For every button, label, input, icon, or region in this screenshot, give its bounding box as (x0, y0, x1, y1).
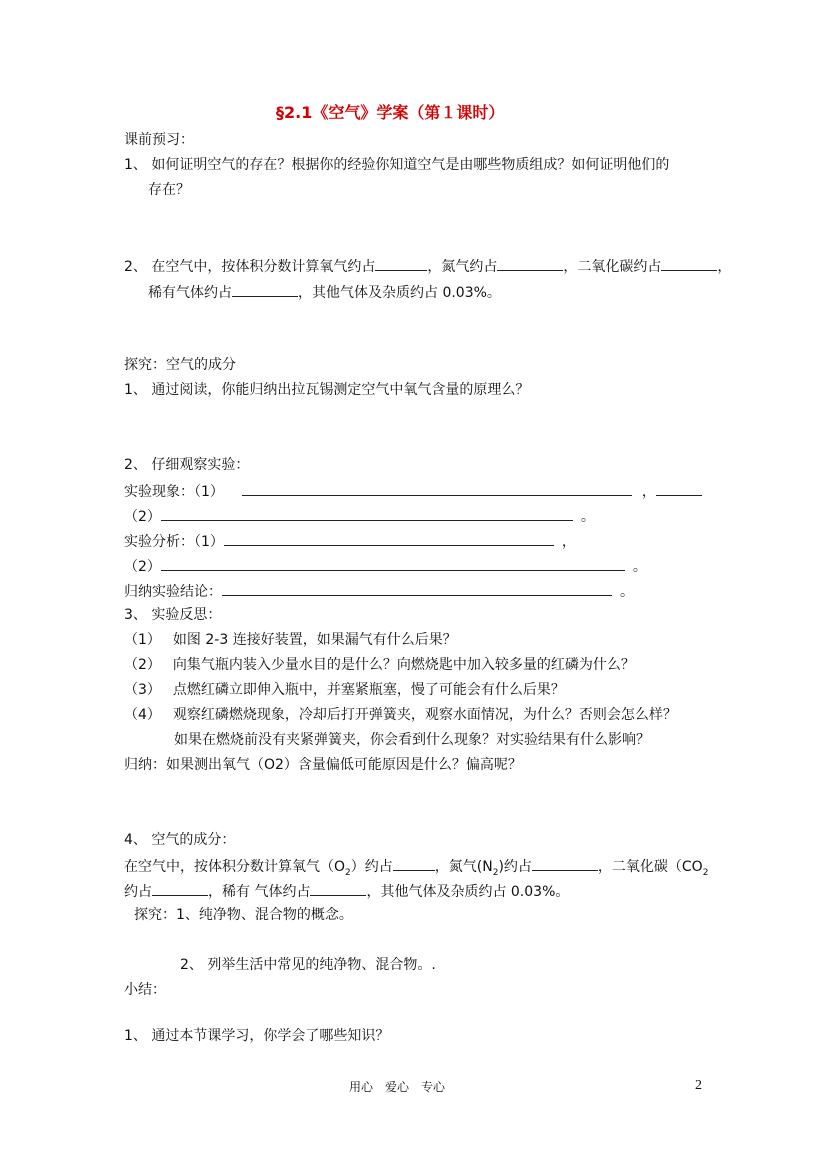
comp-a1-sub: 2 (345, 867, 351, 878)
analysis-item-2: （2） (124, 559, 161, 575)
phenomenon-period: 。 (580, 509, 595, 525)
phenomenon-label: 实验现象：（1） (124, 484, 224, 500)
reflection-2-text: 向集气瓶内装入少量水目的是什么？向燃烧匙中加入较多量的红磷为什么？ (172, 657, 635, 673)
comp-a1: 在空气中，按体积分数计算氧气（O (124, 859, 346, 875)
phenomenon-row-1 (124, 481, 702, 501)
co2-blank[interactable] (661, 256, 717, 271)
summary-question-1: 1、 通过本节课学习，你学会了哪些知识？ (124, 1028, 390, 1044)
composition-heading: 4、 空气的成分： (124, 832, 236, 848)
preview-question-1-cont: 存在？ (148, 182, 190, 198)
nitrogen-blank[interactable] (497, 256, 563, 271)
phenomenon-comma: ， (641, 484, 656, 500)
comp-a3: ，氮气(N (434, 859, 493, 875)
reflection-4-num: （4） (124, 707, 161, 723)
explore-question-1: 1、 通过阅读，你能归纳出拉瓦锡测定空气中氧气含量的原理么？ (124, 382, 530, 398)
comp-oxygen-blank[interactable] (393, 856, 435, 871)
analysis-blank-2[interactable] (161, 556, 625, 571)
comp-b1: 约占 (124, 884, 152, 900)
page-title: §2.1《空气》学案（第１课时） (276, 103, 505, 122)
conclusion-row (124, 581, 634, 601)
footer-motto: 用心 爱心 专心 (349, 1080, 446, 1094)
explore-concept: 探究：1、纯净物、混合物的概念。 (134, 907, 353, 923)
analysis-row-2 (124, 556, 647, 576)
reflection-2 (124, 656, 635, 674)
page-number: 2 (695, 1078, 702, 1093)
analysis-row-1 (124, 531, 576, 551)
comp-a3-sub: 2 (492, 867, 499, 878)
comp-co2-blank[interactable] (152, 881, 208, 896)
comp-a2: ）约占 (350, 859, 393, 875)
analysis-comma: ， (561, 534, 576, 550)
phenomenon-blank-2[interactable] (161, 506, 573, 521)
comp-a5-sub: 2 (702, 867, 709, 878)
comp-b2: ，稀有 气体约占 (208, 884, 311, 900)
conclusion-label: 归纳实验结论： (124, 584, 222, 600)
analysis-blank-1[interactable] (224, 531, 554, 546)
comp-noble-blank[interactable] (310, 881, 366, 896)
q2-text-e: 稀有气体约占 (148, 285, 232, 301)
summary-induction: 归纳：如果测出氧气（O2）含量偏低可能原因是什么？偏高呢？ (124, 757, 522, 773)
phenomenon-item-2: （2） (124, 509, 161, 525)
phenomenon-blank-1b[interactable] (656, 481, 702, 496)
noble-gas-blank[interactable] (232, 282, 298, 297)
reflection-4-cont: 如果在燃烧前没有夹紧弹簧夹，你会看到什么现象？对实验结果有什么影响？ (174, 732, 650, 748)
q2-text-a: 2、 在空气中，按体积分数计算氧气约占 (124, 259, 376, 275)
q2-text-f: ，其他气体及杂质约占 0.03%。 (298, 285, 501, 301)
explore-heading: 探究：空气的成分 (124, 357, 236, 373)
explore-examples: 2、 列举生活中常见的纯净物、混合物。. (180, 957, 436, 973)
phenomenon-row-2 (124, 506, 595, 526)
composition-row-2 (124, 881, 569, 901)
comp-a5: ，二氧化碳（CO (597, 859, 703, 875)
reflection-1-num: （1） (124, 632, 161, 648)
preview-question-2 (124, 256, 731, 276)
analysis-period: 。 (632, 559, 647, 575)
reflection-1-text: 如图 2-3 连接好装置，如果漏气有什么后果？ (172, 632, 457, 648)
conclusion-period: 。 (620, 584, 634, 600)
explore-question-2: 2、 仔细观察实验： (124, 457, 250, 473)
q2-text-b: ，氮气约占 (427, 259, 498, 275)
conclusion-blank[interactable] (222, 581, 612, 596)
preview-heading: 课前预习： (124, 132, 194, 148)
reflection-1 (124, 631, 457, 649)
reflection-3-text: 点燃红磷立即伸入瓶中，并塞紧瓶塞，慢了可能会有什么后果？ (172, 682, 565, 698)
reflection-heading: 3、 实验反思： (124, 607, 222, 623)
reflection-3-num: （3） (124, 682, 161, 698)
oxygen-blank[interactable] (375, 256, 427, 271)
reflection-4 (124, 706, 677, 724)
comp-a4: )约占 (498, 859, 532, 875)
summary-heading: 小结： (124, 982, 166, 998)
composition-row-1 (124, 856, 708, 882)
preview-question-1: 1、 如何证明空气的存在？根据你的经验你知道空气是由哪些物质组成？如何证明他们的 (124, 157, 670, 173)
q2-text-d: ， (717, 259, 732, 275)
reflection-2-num: （2） (124, 657, 161, 673)
q2-text-c: ，二氧化碳约占 (563, 259, 662, 275)
reflection-3 (124, 681, 565, 699)
preview-question-2-cont (148, 282, 501, 302)
phenomenon-blank-1[interactable] (242, 481, 632, 496)
reflection-4-text: 观察红磷燃烧现象，冷却后打开弹簧夹，观察水面情况，为什么？否则会怎么样？ (172, 707, 677, 723)
comp-nitrogen-blank[interactable] (532, 856, 598, 871)
analysis-label: 实验分析：（1） (124, 534, 224, 550)
comp-b3: ，其他气体及杂质约占 0.03%。 (366, 884, 570, 900)
